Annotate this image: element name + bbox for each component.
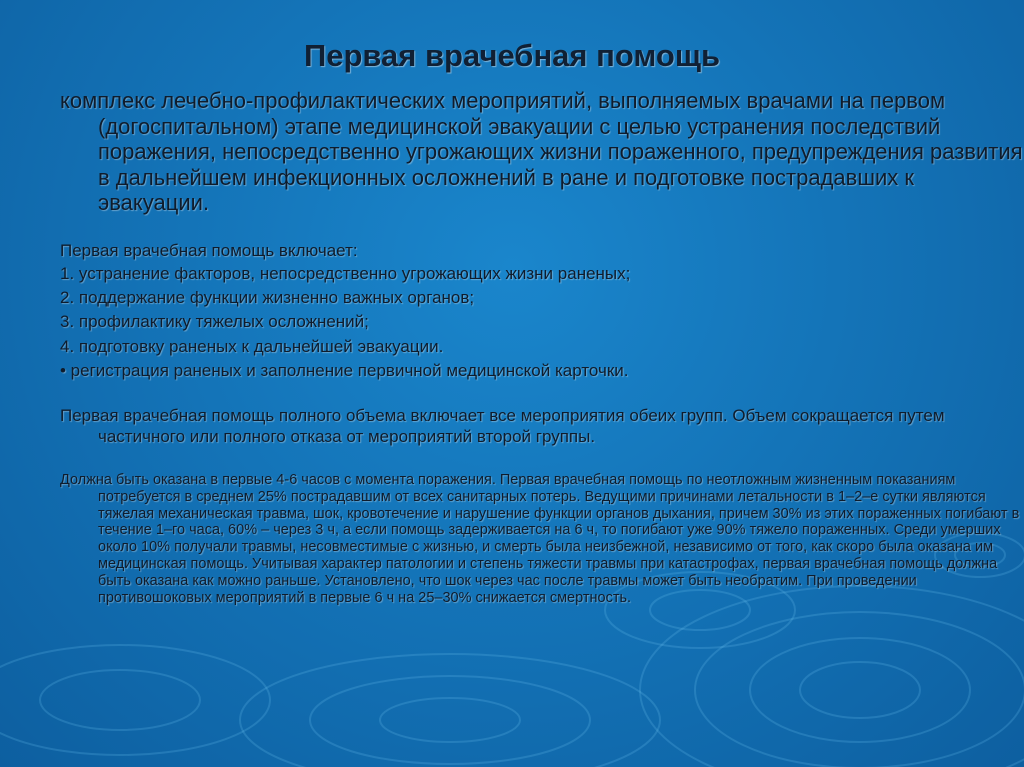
list-item: 1. устранение факторов, непосредственно угрожающих жизни раненых; [60,264,631,283]
full-scope-paragraph: Первая врачебная помощь полного объема включает все мероприятия обеих групп. Объем сокращается путем частичного или полного отказа от мероприятий второй группы. [60,406,945,446]
measures-list [60,262,985,383]
list-item: 4. подготовку раненых к дальнейшей эвакуации. [60,336,444,356]
slide-title: Первая врачебная помощь [303,38,721,73]
timing-paragraph: Должна быть оказана в первые 4-6 часов с момента поражения. Первая врачебная помощь по неотложным жизненным показаниям потребуется в среднем 25% пострадавшим от всех санитарных потерь. Ведущими причинами летальности в 1–2–е сутки являются тяжелая механическая травма, шок, кровотечение и нарушение функции органов дыхания, причем 30% из этих пораженных погибают в течение 1–го часа, 60% – через 3 ч, а если помощь задерживается на 6 ч, то погибают уже 90% тяжело пораженных. Среди умерших около 10% получали травмы, несовместимые с жизнью, и смерть была неизбежной, независимо от того, как скоро была оказана им медицинская помощь. Учитывая характер патологии и степень тяжести травмы при катастрофах, первая врачебная помощь должна быть оказана как можно раньше. Установлено, что шок через час после травмы может быть необратим. При проведении противошоковых мероприятий в первые 6 ч на 25–30% снижается смертность. [60,472,1020,606]
list-item: • регистрация раненых и заполнение первичной медицинской карточки. [60,360,629,380]
includes-intro: Первая врачебная помощь включает: [60,241,358,260]
definition-paragraph: комплекс лечебно-профилактических мероприятий, выполняемых врачами на первом (догоспитальном) этапе медицинской эвакуации с целью устранения последствий поражения, непосредственно угрожающих жизни пораженного, предупреждения развития в дальнейшем инфекционных осложнений в ране и подготовке пострадавших к эвакуации. [60,88,1023,216]
list-item: 3. профилактику тяжелых осложнений; [60,312,369,332]
list-item: 2. поддержание функции жизненно важных органов; [60,288,475,308]
